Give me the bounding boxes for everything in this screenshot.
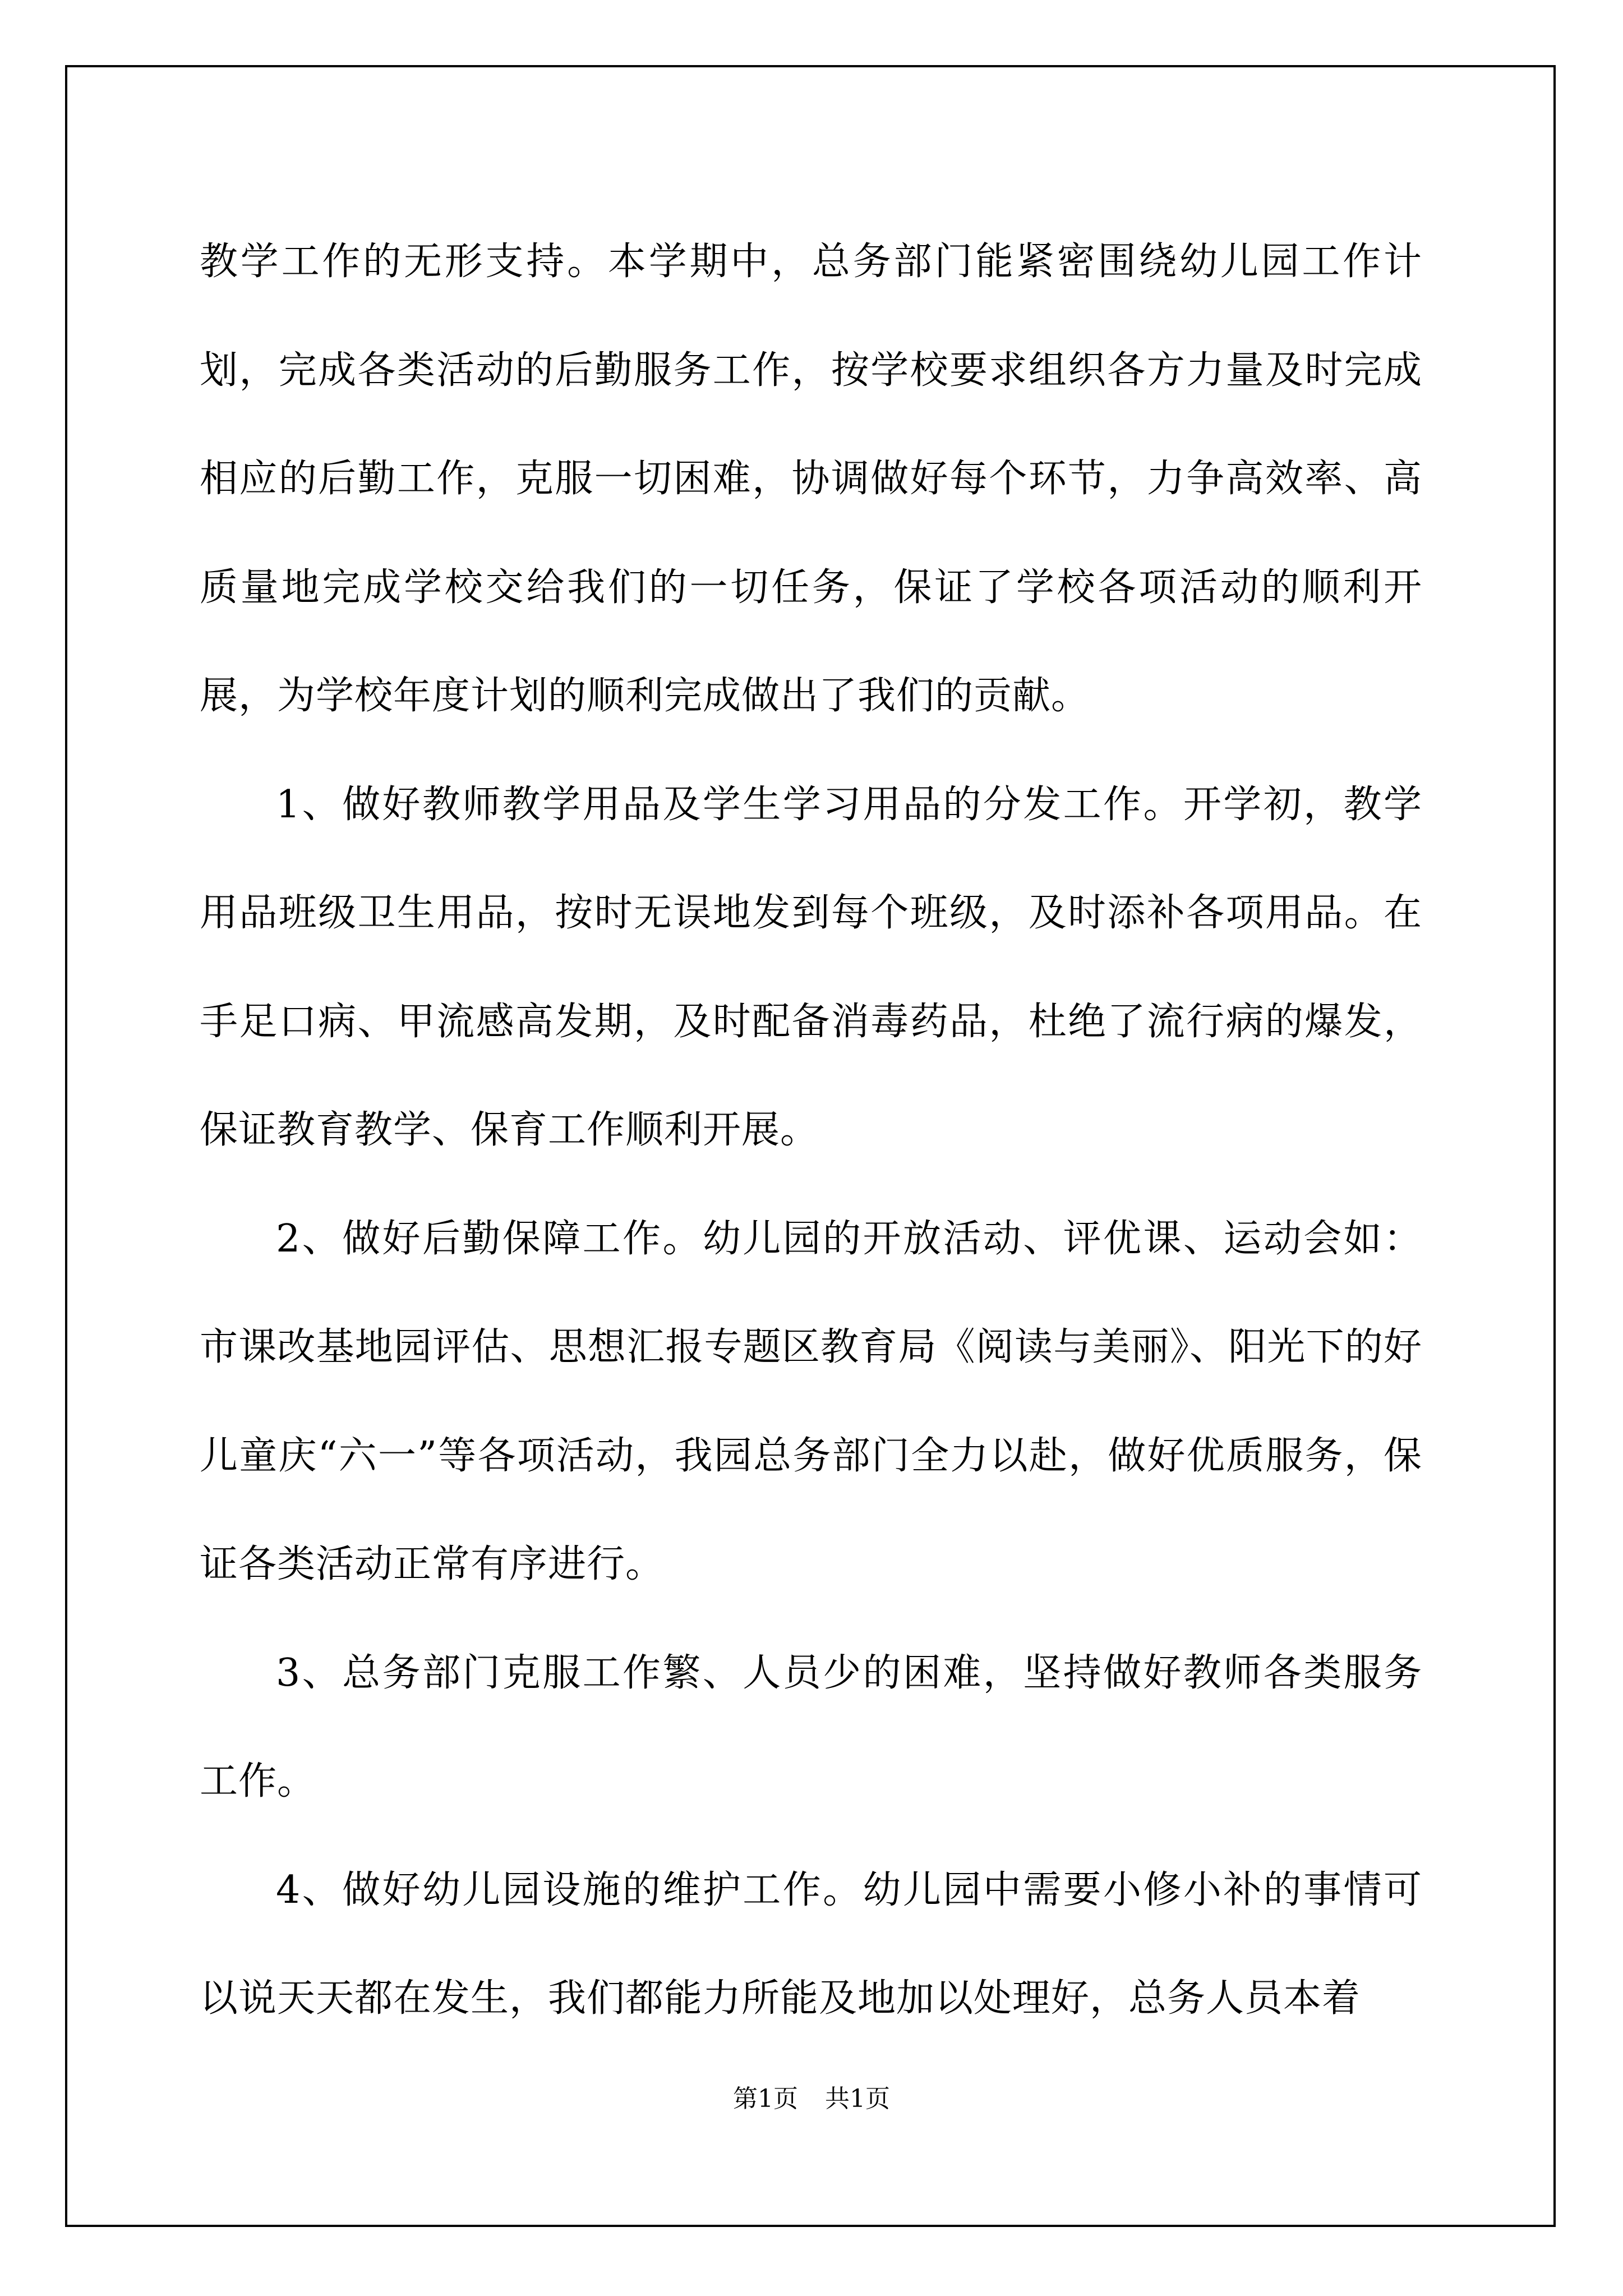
paragraph-item-1: 1、做好教师教学用品及学生学习用品的分发工作。开学初，教学用品班级卫生用品，按时无误地发到每个班级，及时添补各项用品。在手足口病、甲流感高发期，及时配备消毒药品，杜绝了流行病的爆发，保证教育教学、保育工作顺利开展。 xyxy=(200,782,1422,1152)
page-total: 共1页 xyxy=(825,2085,890,2113)
document-body xyxy=(200,208,1422,2053)
paragraph-item-4: 4、做好幼儿园设施的维护工作。幼儿园中需要小修小补的事情可以说天天都在发生，我们都能力所能及地加以处理好，总务人员本着 xyxy=(200,1867,1422,2021)
page-number: 第1页 xyxy=(733,2085,798,2113)
paragraph-continuation: 教学工作的无形支持。本学期中，总务部门能紧密围绕幼儿园工作计划，完成各类活动的后勤服务工作，按学校要求组织各方力量及时完成相应的后勤工作，克服一切困难，协调做好每个环节，力争高效率、高质量地完成学校交给我们的一切任务，保证了学校各项活动的顺利开展，为学校年度计划的顺利完成做出了我们的贡献。 xyxy=(200,240,1422,718)
paragraph-item-2: 2、做好后勤保障工作。幼儿园的开放活动、评优课、运动会如：市课改基地园评估、思想汇报专题区教育局《阅读与美丽》、阳光下的好儿童庆“六一”等各项活动，我园总务部门全力以赴，做好优质服务，保证各类活动正常有序进行。 xyxy=(200,1216,1422,1586)
page-footer xyxy=(0,2082,1623,2116)
paragraph-item-3: 3、总务部门克服工作繁、人员少的困难，坚持做好教师各类服务工作。 xyxy=(200,1650,1422,1803)
